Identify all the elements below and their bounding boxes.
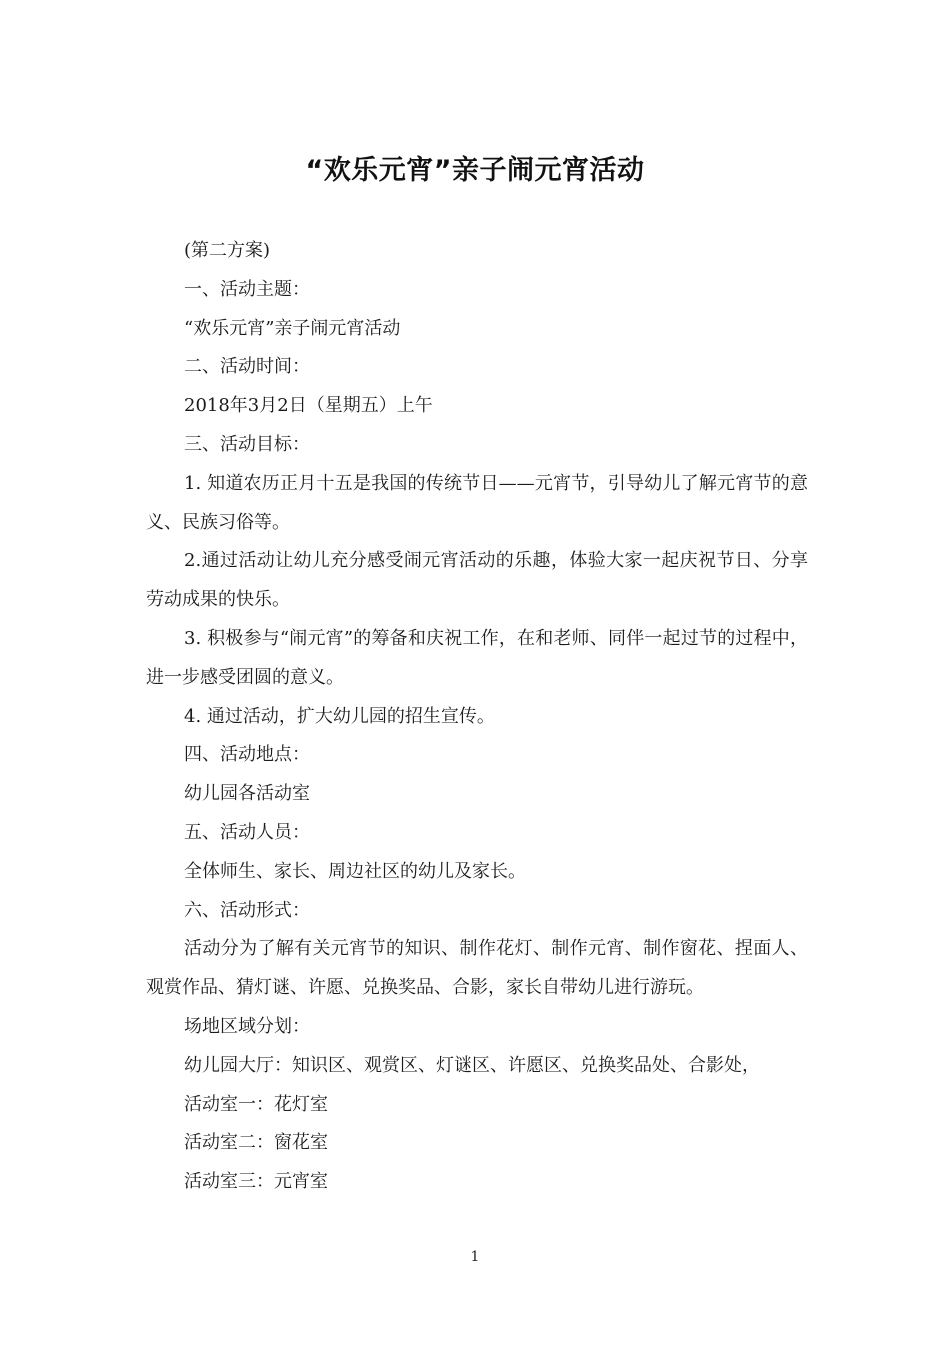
section-heading-time: 二、活动时间： xyxy=(184,356,310,378)
area-room-1: 活动室一：花灯室 xyxy=(184,1093,328,1115)
goal-item-3: 3. 积极参与“闹元宵”的筹备和庆祝工作，在和老师、同伴一起过节的过程中，进一步感受团圆的意义。 xyxy=(146,627,808,688)
document-body xyxy=(146,232,808,1202)
goal-item-2: 2.通过活动让幼儿充分感受闹元宵活动的乐趣，体验大家一起庆祝节日、分享劳动成果的快乐。 xyxy=(146,550,808,611)
plan-label: (第二方案) xyxy=(184,240,271,261)
area-plan-heading: 场地区域分划： xyxy=(184,1015,310,1037)
section-heading-format: 六、活动形式： xyxy=(184,899,310,921)
page-number: 1 xyxy=(470,1249,480,1265)
section-heading-theme: 一、活动主题： xyxy=(184,278,310,300)
theme-text: “欢乐元宵”亲子闹元宵活动 xyxy=(184,317,401,339)
section-heading-location: 四、活动地点： xyxy=(184,744,310,766)
section-heading-goals: 三、活动目标： xyxy=(184,433,310,455)
format-text: 活动分为了解有关元宵节的知识、制作花灯、制作元宵、制作窗花、捏面人、观赏作品、猜灯谜、许愿、兑换奖品、合影，家长自带幼儿进行游玩。 xyxy=(146,938,808,999)
location-text: 幼儿园各活动室 xyxy=(184,783,310,805)
area-hall: 幼儿园大厅：知识区、观赏区、灯谜区、许愿区、兑换奖品处、合影处， xyxy=(184,1054,760,1076)
document-title: “欢乐元宵”亲子闹元宵活动 xyxy=(305,155,645,186)
goal-item-1: 1. 知道农历正月十五是我国的传统节日——元宵节，引导幼儿了解元宵节的意义、民族习俗等。 xyxy=(146,472,808,533)
participants-text: 全体师生、家长、周边社区的幼儿及家长。 xyxy=(184,860,526,882)
area-room-3: 活动室三：元宵室 xyxy=(184,1171,328,1193)
time-text: 2018年3月2日（星期五）上午 xyxy=(184,395,433,417)
area-room-2: 活动室二：窗花室 xyxy=(184,1132,328,1154)
section-heading-participants: 五、活动人员： xyxy=(184,821,310,843)
goal-item-4: 4. 通过活动，扩大幼儿园的招生宣传。 xyxy=(184,705,495,727)
